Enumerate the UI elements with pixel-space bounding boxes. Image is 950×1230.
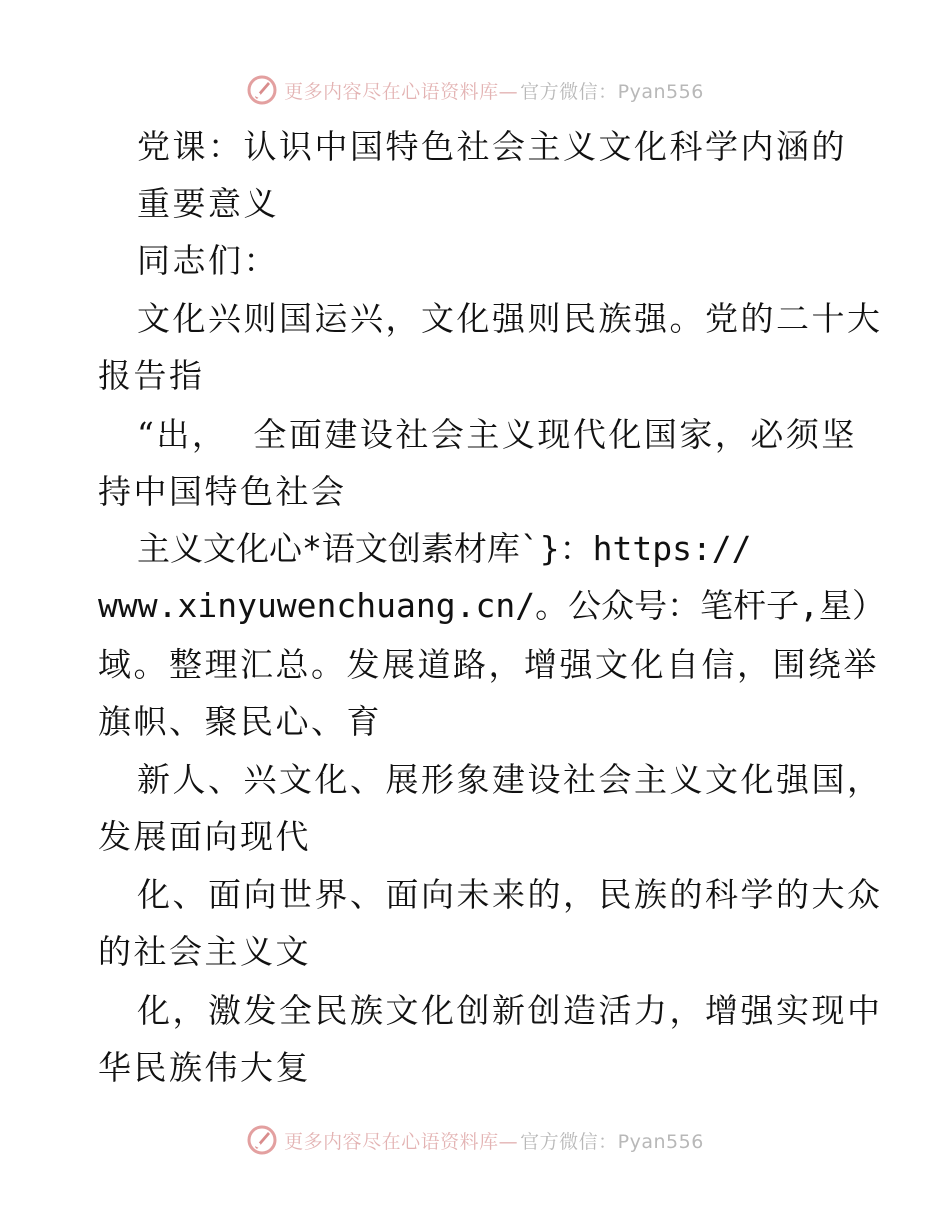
- watermark-main-text: 更多内容尽在心语资料库—: [284, 80, 519, 103]
- watermark-wechat-text: 官方微信：Pyan556: [520, 1130, 704, 1153]
- doc-paragraph-line: 持中国特色社会: [98, 472, 347, 511]
- doc-paragraph-line: 发展面向现代: [98, 817, 311, 856]
- doc-paragraph-line: 华民族伟大复: [98, 1048, 311, 1087]
- doc-title-line-1: 党课：认识中国特色社会主义文化科学内涵的: [137, 127, 847, 166]
- doc-paragraph-line: 文化兴则国运兴，文化强则民族强。党的二十大: [137, 299, 883, 338]
- watermark-main-text: 更多内容尽在心语资料库—: [284, 1130, 519, 1153]
- doc-paragraph-line: www.xinyuwenchuang.cn/。公众号：笔杆子,星）: [98, 586, 885, 625]
- watermark-wechat-text: 官方微信：Pyan556: [520, 80, 704, 103]
- doc-paragraph-line: 报告指: [98, 356, 205, 395]
- doc-paragraph-line: 的社会主义文: [98, 932, 311, 971]
- doc-paragraph-line: “出， 全面建设社会主义现代化国家，必须坚: [137, 415, 857, 454]
- doc-paragraph-line: 化、面向世界、面向未来的，民族的科学的大众: [137, 875, 883, 914]
- doc-paragraph-line: 域。整理汇总。发展道路，增强文化自信，围绕举: [98, 645, 879, 684]
- footer-watermark: [0, 1120, 950, 1160]
- doc-paragraph-line: 主义文化心*语文创素材库`}：https://: [137, 529, 752, 568]
- doc-paragraph-line: 旗帜、聚民心、育: [98, 702, 382, 741]
- header-watermark: [0, 70, 950, 110]
- doc-paragraph-line: 化，激发全民族文化创新创造活力，增强实现中: [137, 991, 883, 1030]
- doc-title-line-2: 重要意义: [137, 184, 279, 223]
- doc-paragraph-line: 新人、兴文化、展形象建设社会主义文化强国，: [137, 760, 883, 799]
- doc-salutation: 同志们：: [137, 241, 279, 280]
- quill-seal-icon: [246, 1124, 278, 1156]
- quill-seal-icon: [246, 74, 278, 106]
